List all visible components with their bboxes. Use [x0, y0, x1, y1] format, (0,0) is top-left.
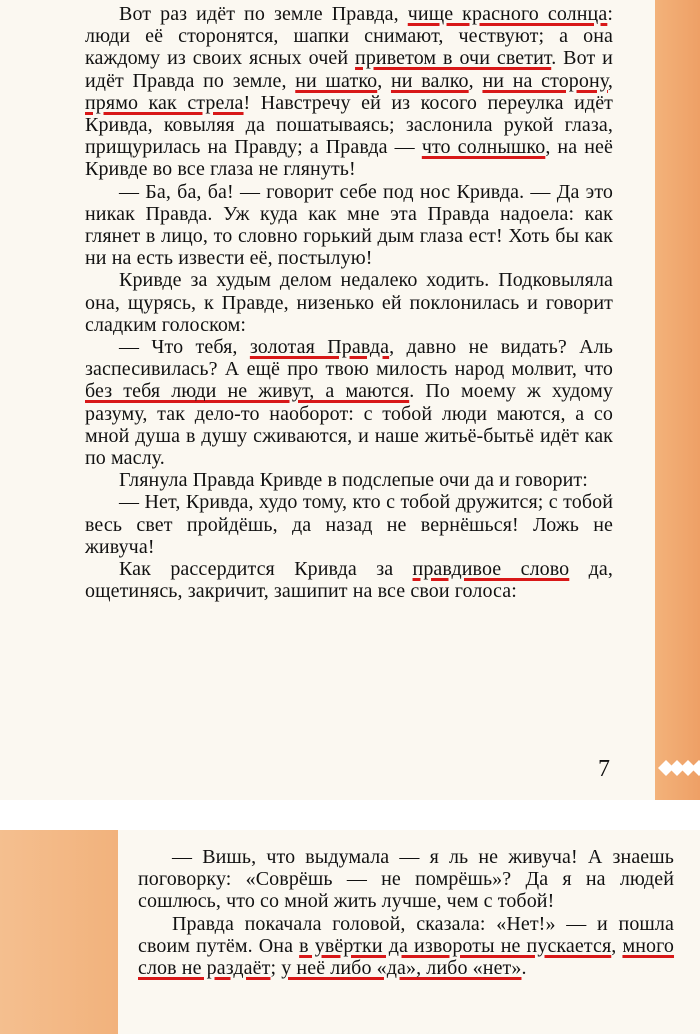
text-run: .	[521, 957, 527, 980]
text-run: Вот раз идёт по земле Правда,	[119, 3, 408, 25]
book-page-8	[0, 830, 700, 1034]
text-run: да, ощетинясь, закричит, зашипит на все свои голоса:	[85, 558, 613, 603]
underlined-phrase: чище красного солнца	[407, 3, 608, 25]
text-run: . По моему ж худому разуму, так дело-то наоборот: с тобой люди маются, а со мной душа в душу сживаются, и наше житьё-бытьё идёт как по маслу.	[85, 380, 613, 470]
underlined-phrase: что солнышко	[421, 136, 546, 159]
underlined-phrase: без тебя люди не живут, а маются	[85, 380, 410, 403]
underlined-phrase: золотая Правда	[249, 336, 390, 359]
paragraph	[138, 913, 674, 980]
text-run: ! Навстречу ей из косого переулка идёт Кривда, ковыляя да пошатываясь; заслонила рукой глаза, прищурилась на Правду; а Правда —	[85, 91, 614, 159]
text-run: , давно не видать? Аль заспесивилась? А ещё про твою милость народ молвит, что	[85, 336, 613, 381]
text-run: : люди её сторонятся, шапки снимают, чествуют; а она каждому из своих ясных очей	[85, 3, 613, 70]
underlined-phrase: в увёртки да извороты не пускается	[299, 934, 612, 957]
paragraph	[85, 558, 613, 602]
underlined-phrase: ни валко	[390, 69, 469, 92]
underlined-phrase: у неё либо «да», либо «нет»	[281, 957, 522, 980]
text-run: , на неё Кривде во все глаза не глянуть!	[85, 136, 613, 181]
underlined-phrase: правдивое слово	[412, 558, 570, 581]
text-run: Правда покачала головой, сказала: «Нет!» — и пошла своим путём. Она	[138, 912, 674, 957]
text-run: Кривде за худым делом недалеко ходить. Подковыляла она, щурясь, к Правде, низенько ей поклонилась и говорит сладким голоском:	[85, 269, 613, 336]
underlined-phrase: ни шатко	[295, 69, 378, 92]
text-run: . Вот и идёт Правда по земле,	[85, 47, 613, 92]
paragraph	[85, 181, 613, 270]
diamond-ornament-icon	[655, 750, 700, 786]
page-number: 7	[598, 756, 610, 782]
decorative-side-strip	[655, 0, 700, 800]
text-run: ,	[611, 934, 623, 957]
text-run: — Что тебя,	[119, 336, 250, 359]
page-gap	[0, 800, 700, 830]
underlined-phrase: приветом в очи светит	[355, 47, 552, 70]
paragraph	[85, 269, 613, 336]
page-8-text	[138, 846, 674, 979]
text-run: ,	[468, 69, 483, 92]
text-run: — Нет, Кривда, худо тому, кто с тобой дружится; с тобой весь свет пройдёшь, да назад не вернёшься! Ложь не живуча!	[85, 491, 613, 558]
text-run: — Ба, ба, ба! — говорит себе под нос Кривда. — Да это никак Правда. Уж куда как мне эта Правда надоела: как глянет в лицо, то словно горький дым глаза ест! Хоть бы как ни на есть извести её, постылую!	[85, 180, 613, 270]
text-run: — Вишь, что выдумала — я ль не живуча! А знаешь поговорку: «Соврёшь — не помрёшь»? Да я на людей сошлюсь, что со мной жить лучше, чем с тобой!	[138, 846, 674, 913]
decorative-side-strip-left	[0, 830, 118, 1034]
text-run: ,	[607, 69, 614, 92]
paragraph	[138, 846, 674, 913]
paragraph	[85, 491, 613, 558]
text-run: Как рассердится Кривда за	[119, 558, 413, 581]
underlined-phrase: много слов не раздаёт	[138, 934, 675, 980]
underlined-phrase: прямо как стрела	[85, 91, 244, 114]
paragraph	[85, 469, 613, 491]
paragraph	[85, 3, 613, 181]
text-run: Глянула Правда Кривде в подслепые очи да и говорит:	[119, 469, 588, 492]
paragraph	[85, 336, 613, 469]
text-run: ,	[377, 69, 391, 92]
page-7-text	[85, 3, 613, 602]
text-run: ;	[270, 957, 282, 980]
underlined-phrase: ни на сторону	[482, 69, 608, 92]
